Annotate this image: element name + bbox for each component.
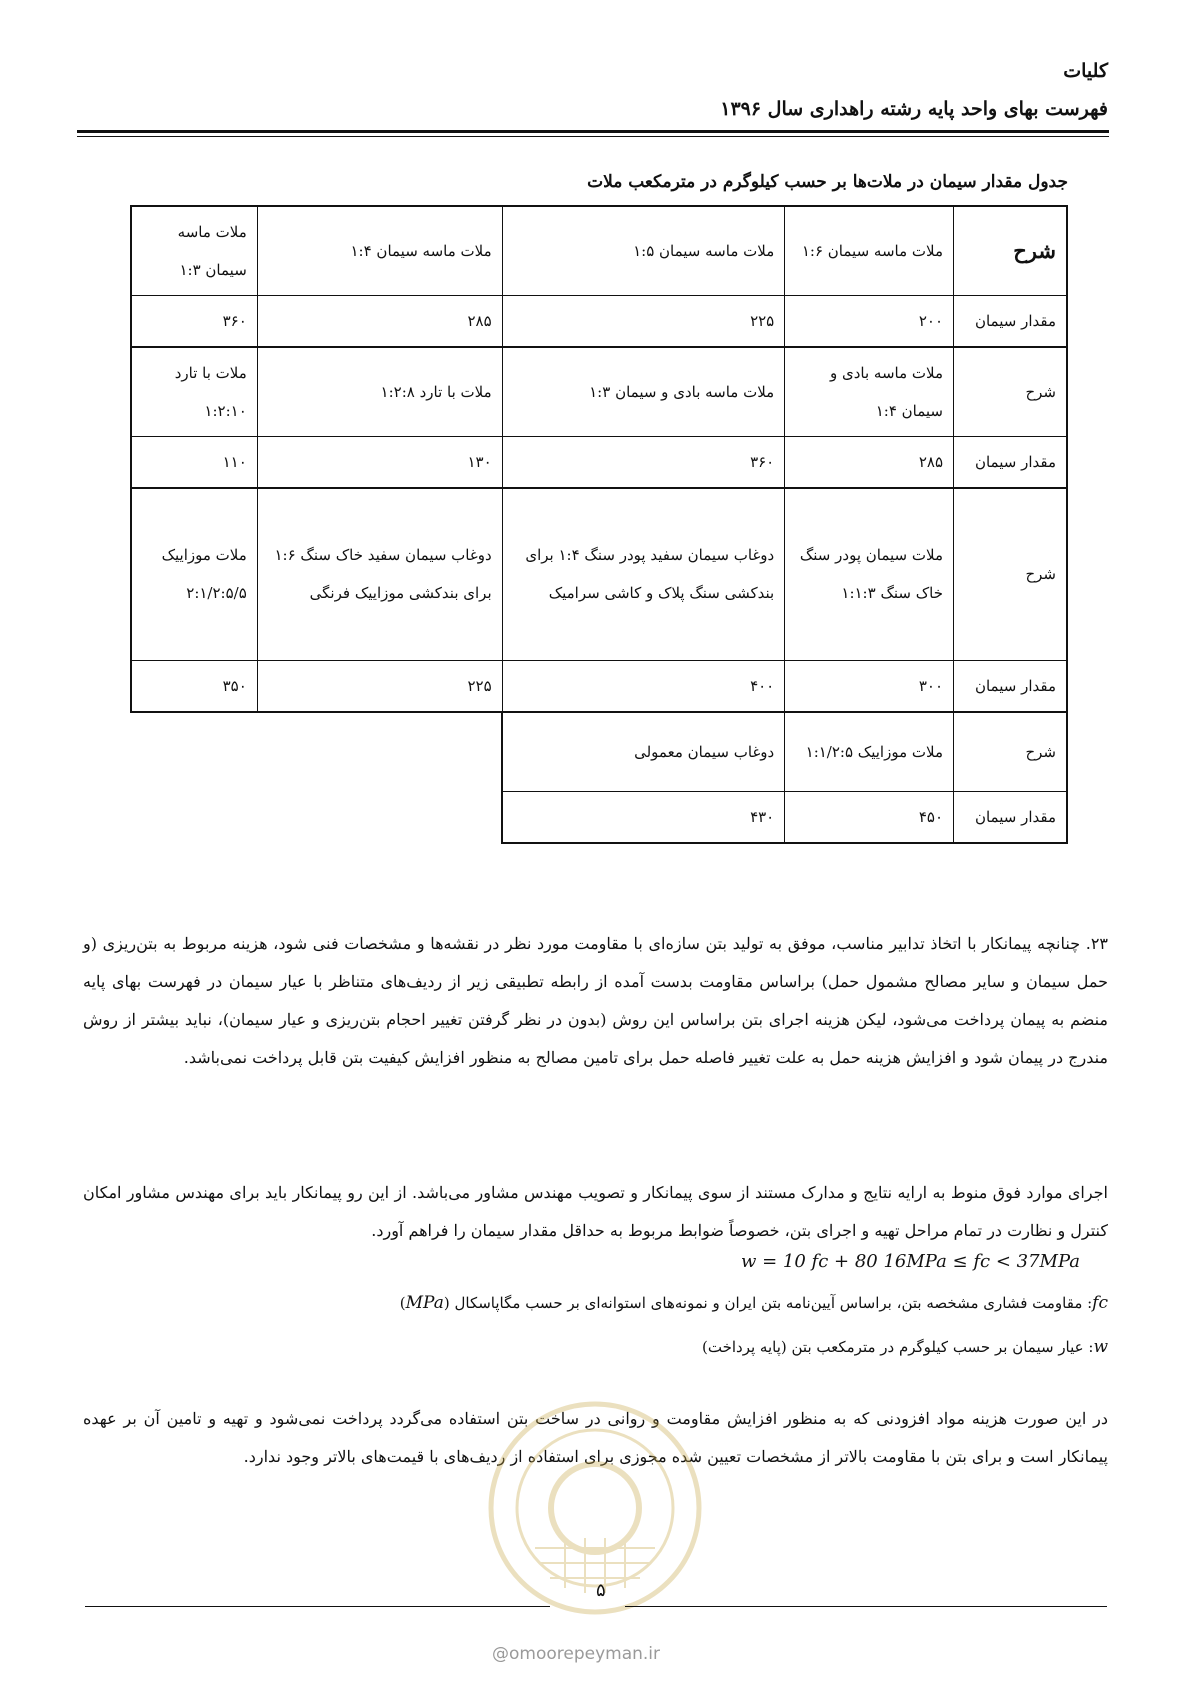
table-value: ۱۱۰ [131,437,257,489]
table-cell: ملات ماسه سیمان ۱:۳ [131,206,257,296]
table-row [131,660,1067,712]
cement-table [130,205,1068,844]
table-cell: ملات ماسه سیمان ۱:۶ [785,206,954,296]
footer-rule-left [85,1606,550,1607]
table-row [131,296,1067,348]
row-label: شرح [954,206,1068,296]
table-cell: دوغاب سیمان معمولی [502,712,785,792]
row-label: شرح [954,712,1068,792]
site-watermark: @omoorepeyman.ir [492,1644,661,1664]
table-value: ۴۵۰ [785,792,954,844]
paragraph-23: ۲۳. چنانچه پیمانکار با اتخاذ تدابیر مناسب، موفق به تولید بتن سازه‌ای با مقاومت مورد نظر در نقشه‌ها و مشخصات فنی شود، هزینه مربوط به بتن‌ریزی (و حمل سیمان و سایر مصالح مشمول حمل) براساس مقاومت بدست آمده از رابطه تطبیقی زیر از ردیف‌های متناظر با عیار سیمان در فهرست بهای پایه منضم به پیمان پرداخت می‌شود، لیکن هزینه اجرای بتن براساس این روش (بدون در نظر گرفتن تغییر احجام بتن‌ریزی و عیار سیمان)، نباید بیشتر از روش مندرج در پیمان شود و افزایش هزینه حمل به علت تغییر فاصله حمل برای تامین مصالح به منظور افزایش کیفیت بتن قابل پرداخت نمی‌باشد. [83,934,1108,1067]
table-value: ۲۸۵ [785,437,954,489]
table-row [131,437,1067,489]
table-cell: ملات موزاییک ۲:۱/۲:۵/۵ [131,488,257,660]
empty-cell [131,792,257,844]
table-cell: ملات ماسه سیمان ۱:۴ [257,206,502,296]
table-row [131,488,1067,660]
table-title: جدول مقدار سیمان در ملات‌ها بر حسب کیلوگرم در مترمکعب ملات [587,172,1068,192]
seal-watermark-icon [485,1398,705,1618]
table-value: ۲۲۵ [502,296,785,348]
table-value: ۳۵۰ [131,660,257,712]
header-subtitle: فهرست بهای واحد پایه رشته راهداری سال ۱۳۹۶ [720,98,1108,120]
row-label: مقدار سیمان [954,792,1068,844]
paragraph-admixtures: در این صورت هزینه مواد افزودنی که به منظور افزایش مقاومت و روانی در ساخت بتن استفاده می‌گردد پرداخت نمی‌شود و تهیه و تامین آن بر عهده پیمانکار است و برای بتن با مقاومت بالاتر از مشخصات تعیین شده مجوزی برای استفاده از ردیف‌های با قیمت‌های بالاتر وجود ندارد. [83,1409,1108,1466]
table-value: ۴۰۰ [502,660,785,712]
header-title: کلیات [1063,60,1108,82]
table-value: ۳۰۰ [785,660,954,712]
formula: w = 10 fc + 80 16MPa ≤ fc < 37MPa [741,1251,1080,1272]
table-cell: ملات با تارد ۱:۲:۸ [257,347,502,437]
paragraph-supervision: اجرای موارد فوق منوط به ارایه نتایج و مدارک مستند از سوی پیمانکار و تصویب مهندس مشاور می‌باشد. از این رو پیمانکار باید برای مهندس مشاور امکان کنترل و نظارت در تمام مراحل تهیه و اجرای بتن، خصوصاً ضوابط مربوط به حداقل مقدار سیمان را فراهم آورد. [83,1183,1108,1240]
row-label: شرح [954,488,1068,660]
table-cell: ملات ماسه سیمان ۱:۵ [502,206,785,296]
table-row [131,347,1067,437]
table-value: ۲۲۵ [257,660,502,712]
symbol-w: w [1093,1337,1108,1357]
row-label: مقدار سیمان [954,437,1068,489]
table-row [131,792,1067,844]
table-cell: دوغاب سیمان سفید خاک سنگ ۱:۶ برای بندکشی موزاییک فرنگی [257,488,502,660]
table-cell: دوغاب سیمان سفید پودر سنگ ۱:۴ برای بندکشی سنگ پلاک و کاشی سرامیک [502,488,785,660]
row-label: مقدار سیمان [954,296,1068,348]
table-value: ۴۳۰ [502,792,785,844]
table-cell: ملات با تارد ۱:۲:۱۰ [131,347,257,437]
row-label: شرح [954,347,1068,437]
table-cell: ملات موزاییک ۱:۱/۲:۵ [785,712,954,792]
empty-cell [131,712,257,792]
footer-rule-right [625,1606,1107,1607]
row-label: مقدار سیمان [954,660,1068,712]
page-number: ۵ [596,1580,606,1601]
table-value: ۲۰۰ [785,296,954,348]
definition-w [702,1337,1108,1357]
table-value: ۳۶۰ [502,437,785,489]
empty-cell [257,712,502,792]
unit-mpa: MPa [405,1293,444,1313]
header-rule-thin [77,136,1109,137]
table-row [131,712,1067,792]
definition-fc-text: : مقاومت فشاری مشخصه بتن، براساس آیین‌نامه بتن ایران و نمونه‌های استوانه‌ای بر حسب مگاپاسکال ( [443,1294,1093,1312]
table-row [131,206,1067,296]
definition-w-text: : عیار سیمان بر حسب کیلوگرم در مترمکعب بتن (پایه پرداخت) [702,1338,1094,1356]
table-cell: ملات ماسه بادی و سیمان ۱:۳ [502,347,785,437]
definition-fc-close: ) [399,1294,406,1312]
empty-cell [257,792,502,844]
table-cell: ملات ماسه بادی و سیمان ۱:۴ [785,347,954,437]
definition-fc [400,1293,1108,1313]
header-rule-thick [77,130,1109,133]
table-value: ۲۸۵ [257,296,502,348]
table-value: ۳۶۰ [131,296,257,348]
table-value: ۱۳۰ [257,437,502,489]
table-cell: ملات سیمان پودر سنگ خاک سنگ ۱:۱:۳ [785,488,954,660]
symbol-fc: fc [1092,1293,1108,1313]
